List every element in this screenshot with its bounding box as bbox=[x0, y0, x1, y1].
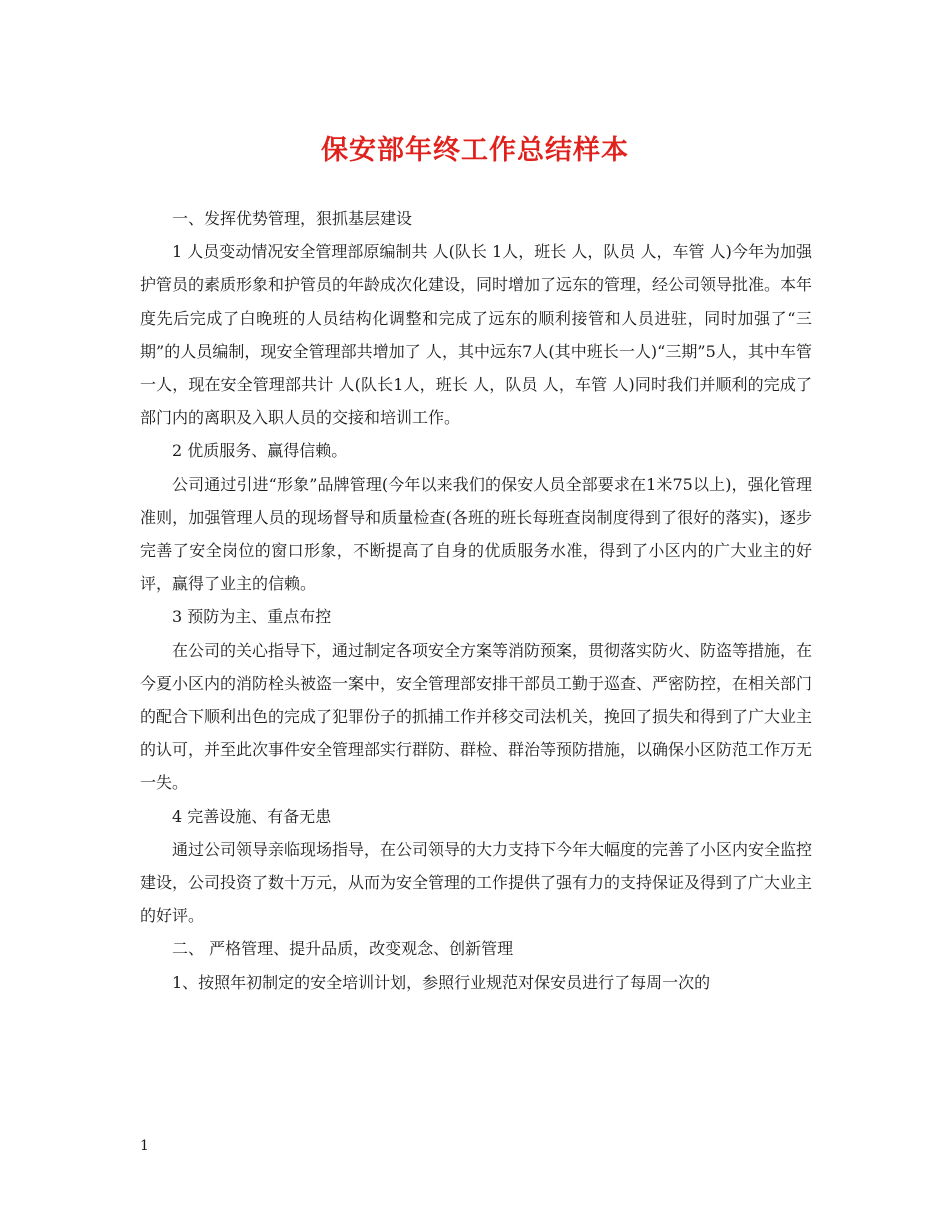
document-body bbox=[140, 202, 812, 999]
paragraph-monitoring: 通过公司领导亲临现场指导，在公司领导的大力支持下今年大幅度的完善了小区内安全监控建设，公司投资了数十万元，从而为安全管理的工作提供了强有力的支持保证及得到了广大业主的好评。 bbox=[140, 839, 813, 926]
paragraph-training: 1、按照年初制定的安全培训计划，参照行业规范对保安员进行了每周一次的 bbox=[172, 972, 711, 992]
subheading-quality-service: 2 优质服务、赢得信赖。 bbox=[172, 441, 348, 461]
paragraph-fire-theft-prevention: 在公司的关心指导下，通过制定各项安全方案等消防预案，贯彻落实防火、防盗等措施，在今夏小区内的消防栓头被盗一案中，安全管理部安排干部员工勤于巡查、严密防控，在相关部门的配合下顺利出色的完成了犯罪份子的抓捕工作并移交司法机关，挽回了损失和得到了广大业主的认可，并至此次事件安全管理部实行群防、群检、群治等预防措施，以确保小区防范工作万无一失。 bbox=[140, 640, 813, 793]
paragraph-image-management: 公司通过引进“形象”品牌管理(今年以来我们的保安人员全部要求在1米75以上)，强化管理准则，加强管理人员的现场督导和质量检查(各班的班长每班查岗制度得到了很好的落实)，逐步完善了安全岗位的窗口形象，不断提高了自身的优质服务水准，得到了小区内的广大业主的好评，赢得了业主的信赖。 bbox=[140, 474, 812, 594]
section-heading-1: 一、发挥优势管理，狠抓基层建设 bbox=[172, 209, 413, 228]
subheading-prevention: 3 预防为主、重点布控 bbox=[172, 607, 332, 627]
subheading-facilities: 4 完善设施、有备无患 bbox=[172, 806, 332, 826]
page-number: 1 bbox=[140, 1138, 149, 1154]
document-title: 保安部年终工作总结样本 bbox=[321, 135, 629, 166]
paragraph-staffing: 1 人员变动情况安全管理部原编制共 人(队长 1人，班长 人，队员 人，车管 人)今年为加强护管员的素质形象和护管员的年龄成次化建设，同时增加了远东的管理，经公司领导批准。本年度先后完成了白晚班的人员结构化调整和完成了远东的顺利接管和人员进驻，同时加强了“三期”的人员编制，现安全管理部共增加了 人，其中远东7人(其中班长一人)“三期”5人，其中车管一人，现在安全管理部共计 人(队长1人，班长 人，队员 人，车管 人)同时我们并顺利的完成了部门内的离职及入职人员的交接和培训工作。 bbox=[140, 242, 813, 428]
section-heading-2: 二、 严格管理、提升品质，改变观念、创新管理 bbox=[172, 939, 514, 959]
